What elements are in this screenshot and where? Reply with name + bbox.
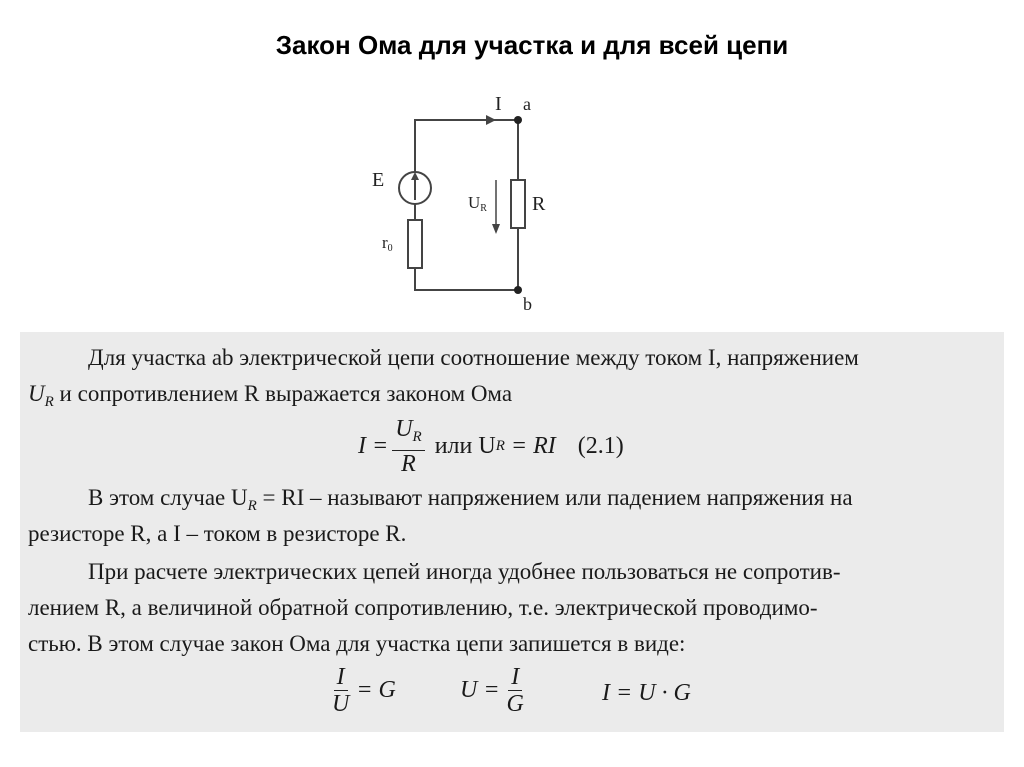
fraction-i-over-u: $\frac{I}{U}$ (332, 664, 350, 717)
load-resistor-symbol (511, 180, 525, 228)
paragraph-1-line-1: Для участка ab электрической цепи соотношение между током I, напряжением (88, 345, 859, 370)
equation-conductance: $\frac{I}{U}$ = G (325, 664, 396, 717)
voltage-arrow (492, 180, 500, 234)
paragraph-1-line-2: $U_R$ и сопротивлением R выражается законом Ома (28, 381, 513, 410)
slide-title: Закон Ома для участка и для всей цепи (275, 30, 789, 60)
text-panel (20, 332, 1004, 732)
equation-voltage: U = $\frac{I}{G}$ (460, 664, 531, 717)
paragraph-2-line-1: В этом случае $U_R$ = RI – называют напряжением или падением напряжения на (88, 485, 853, 514)
equation-2-1: I = $\frac{U_R}{R}$ или U R = RI (2.1) (358, 416, 624, 477)
node-b-dot (514, 286, 522, 294)
fraction-i-over-g: $\frac{I}{G}$ (506, 664, 524, 717)
source-label: E (372, 169, 385, 191)
paragraph-2-line-2: резисторе R, а I – током в резисторе R. (28, 521, 407, 546)
internal-resistance-label: r0 (382, 233, 393, 254)
current-label: I (495, 93, 502, 115)
paragraph-3-line-1: При расчете электрических цепей иногда удобнее пользоваться не сопротив- (88, 559, 841, 584)
current-arrow (486, 115, 496, 125)
paragraph-3-line-3: стью. В этом случае закон Ома для участка цепи запишется в виде: (28, 631, 686, 656)
resistor-label: R (532, 193, 546, 215)
node-b-label: b (523, 294, 532, 314)
fraction-ur-over-r: $\frac{U_R}{R}$ (392, 416, 425, 477)
emf-source-symbol (399, 172, 431, 204)
node-a-dot (514, 116, 522, 124)
paragraph-3-line-2: лением R, а величиной обратной сопротивлению, т.е. электрической проводимо- (28, 595, 818, 620)
node-a-label: a (523, 94, 531, 114)
circuit-diagram (360, 88, 580, 318)
equation-current: I = U · G (602, 680, 691, 706)
voltage-label: UR (468, 193, 487, 214)
circuit-wires (415, 120, 518, 290)
internal-resistor-symbol (408, 220, 422, 268)
